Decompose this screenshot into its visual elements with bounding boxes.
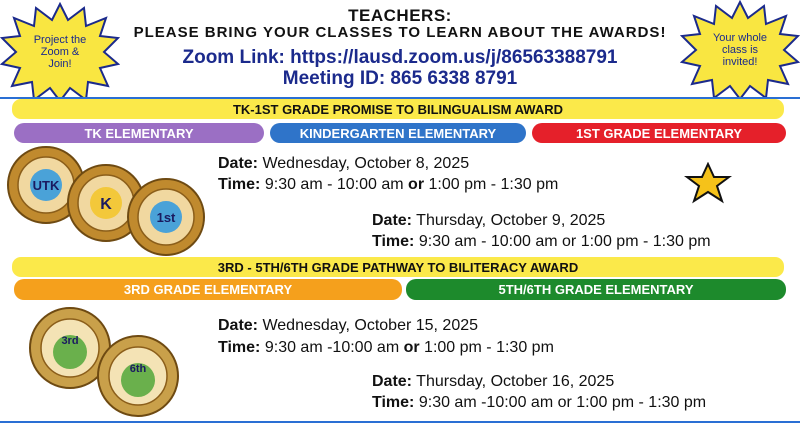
left-burst-text: Project the Zoom & Join! [33,34,87,70]
star-icon [682,162,734,209]
tab-3rd-grade-elementary: 3RD GRADE ELEMENTARY [14,279,402,300]
section1-title: TK-1ST GRADE PROMISE TO BILINGUALISM AWARD [12,99,784,119]
header-title: TEACHERS: [348,6,452,25]
pathway-medals-image [20,304,190,420]
medal-1st [128,179,204,255]
s2-session1-time: Time: 9:30 am -10:00 am or 1:00 pm - 1:30 pm [218,339,554,356]
tab-5th-6th-grade-elementary: 5TH/6TH GRADE ELEMENTARY [406,279,786,300]
medal-3rd-label: 3rd [61,335,79,347]
tab-tk-elementary: TK ELEMENTARY [14,123,264,143]
medal-6th-label: 6th [129,363,147,375]
s1-session2-time: Time: 9:30 am - 10:00 am or 1:00 pm - 1:30 pm [372,233,711,250]
section2-title: 3RD - 5TH/6TH GRADE PATHWAY TO BILITERACY AWARD [12,257,784,277]
s1-session1-date: Date: Wednesday, October 8, 2025 [218,155,470,172]
s2-session1-date: Date: Wednesday, October 15, 2025 [218,317,479,334]
bottom-divider [0,421,800,423]
medal-1st-label: 1st [156,210,176,225]
medal-6th [98,336,178,416]
medal-utk-label: UTK [32,178,60,193]
meeting-id: Meeting ID: 865 6338 8791 [282,68,518,89]
s2-session2-time: Time: 9:30 am -10:00 am or 1:00 pm - 1:30 pm [372,394,707,411]
header-subtitle: PLEASE BRING YOUR CLASSES TO LEARN ABOUT THE AWARDS! [133,24,667,41]
zoom-link[interactable]: Zoom Link: https://lausd.zoom.us/j/86563388791 [182,47,618,68]
tab-1st-grade-elementary: 1ST GRADE ELEMENTARY [532,123,786,143]
s1-session1-time: Time: 9:30 am - 10:00 am or 1:00 pm - 1:30 pm [218,176,559,193]
right-burst-text: Your whole class is invited! [712,32,768,68]
tab-kindergarten-elementary: KINDERGARTEN ELEMENTARY [270,123,526,143]
medal-k-label: K [100,196,112,213]
s1-session2-date: Date: Thursday, October 9, 2025 [372,212,606,229]
s2-session2-date: Date: Thursday, October 16, 2025 [372,373,615,390]
promise-medals-image [6,145,206,257]
